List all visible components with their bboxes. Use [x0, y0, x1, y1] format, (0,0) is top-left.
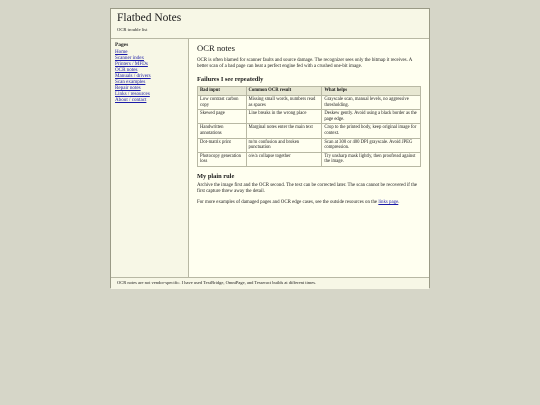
table-cell: m/rn confusion and broken punctuation — [246, 138, 322, 152]
table-row — [198, 138, 421, 152]
table-row — [198, 124, 421, 138]
site-tagline: OCR trouble list — [117, 27, 148, 32]
nav-link-home[interactable]: Home — [115, 49, 128, 55]
table-header-row — [198, 87, 421, 96]
page-container — [110, 8, 430, 288]
rule-paragraph: Archive the image first and the OCR second. The text can be corrected later. The scan cannot be recovered if the first capture threw away the detail. — [197, 182, 418, 195]
sidebar-heading: Pages — [115, 42, 129, 48]
site-title: Flatbed Notes — [117, 12, 182, 24]
table-cell: Marginal notes enter the main text — [246, 124, 322, 138]
nav-link-scanner-index[interactable]: Scanner index — [115, 55, 144, 61]
rule-heading: My plain rule — [197, 172, 235, 180]
page-body — [111, 39, 429, 277]
table-row — [198, 96, 421, 110]
sidebar — [111, 39, 189, 277]
table-cell: Grayscale scan, manual levels, no aggressive thresholding. — [322, 96, 421, 110]
table-cell: Scan at 300 or 400 DPI grayscale. Avoid JPEG compression. — [322, 138, 421, 152]
nav-link-manuals[interactable]: Manuals / drivers — [115, 73, 151, 79]
site-footer: OCR notes are not vendor-specific. I have used TextBridge, OmniPage, and Tesseract builds at different times. — [111, 277, 429, 289]
nav-link-about[interactable]: About / contact — [115, 97, 147, 103]
more-text: For more examples of damaged pages and OCR edge cases, see the outside resources on the — [197, 200, 378, 206]
more-end: . — [398, 200, 400, 206]
failures-heading: Failures I see repeatedly — [197, 76, 264, 84]
column-header: What helps — [322, 87, 421, 96]
table-row — [198, 152, 421, 166]
column-header: Common OCR result — [246, 87, 322, 96]
table-row — [198, 110, 421, 124]
table-cell: Handwritten annotations — [198, 124, 247, 138]
table-cell: Line breaks in the wrong place — [246, 110, 322, 124]
page-title: OCR notes — [197, 43, 235, 53]
nav-link-printers[interactable]: Printers / MFDs — [115, 61, 148, 67]
table-cell: Dot-matrix print — [198, 138, 247, 152]
links-page-link[interactable]: links page — [378, 200, 399, 206]
main-content — [189, 39, 429, 277]
table-cell: Missing small words, numbers read as spaces — [246, 96, 322, 110]
nav-link-scan-examples[interactable]: Scan examples — [115, 79, 146, 85]
nav-link-links[interactable]: Links / resources — [115, 91, 150, 97]
sidebar-nav — [115, 49, 184, 103]
table-cell: Skewed page — [198, 110, 247, 124]
nav-link-ocr-notes[interactable]: OCR notes — [115, 67, 138, 73]
more-paragraph — [197, 200, 421, 206]
table-cell: Deskew gently. Avoid using a black border as the page edge. — [322, 110, 421, 124]
nav-link-repair-notes[interactable]: Repair notes — [115, 85, 141, 91]
intro-paragraph: OCR is often blamed for scanner faults and source damage. The recognizer sees only the bitmap it receives. A better scan of a bad page can beat a perfect engine fed with a crushed one-bit image. — [197, 58, 413, 70]
table-cell: Crop to the printed body, keep original image for context. — [322, 124, 421, 138]
column-header: Bad input — [198, 87, 247, 96]
table-cell: Try unsharp mask lightly, then proofread against the image. — [322, 152, 421, 166]
site-header — [111, 9, 429, 39]
sidebar-item-about — [115, 97, 184, 103]
failures-table — [197, 86, 421, 167]
table-cell: Low contrast carbon copy — [198, 96, 247, 110]
table-cell: o/e/a collapse together — [246, 152, 322, 166]
table-cell: Photocopy generation loss — [198, 152, 247, 166]
